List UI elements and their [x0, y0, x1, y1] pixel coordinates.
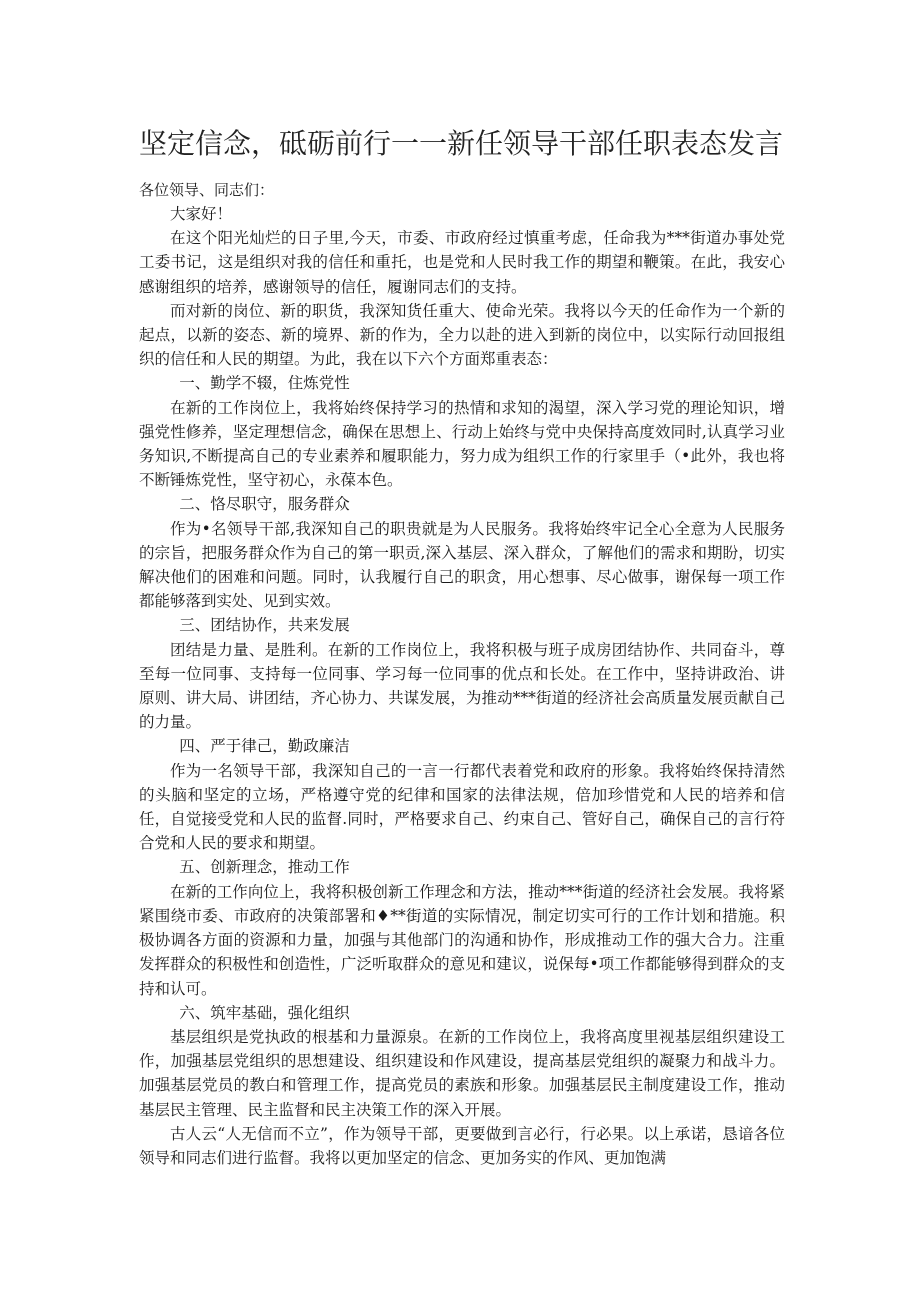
commitment-paragraph: 而对新的岗位、新的职货，我深知货任重大、使命光荣。我将以今天的任命作为一个新的起点，以新的姿态、新的境界、新的作为，全力以赴的进入到新的岗位中，以实际行动回报组织的信任和人民的期望。为此，我在以下六个方面郑重表态： — [139, 301, 785, 369]
salutation: 各位领导、同志们： — [139, 181, 275, 199]
section-heading-5: 五、创新理念，推动工作 — [179, 858, 350, 877]
section-paragraph-5: 在新的工作向位上，我将积极创新工作理念和方法，推动***街道的经济社会发展。我将紧紧围绕市委、市政府的决策部署和♦**街道的实际情况，制定切实可行的工作计划和措施。积极协调各方面的资源和力量，加强与其他部门的沟通和协作，形成推动工作的强大合力。注重发挥群众的积极性和创造性，广泛听取群众的意见和建议，说保每•项工作都能够得到群众的支持和认可。 — [139, 882, 785, 998]
section-paragraph-6: 基层组织是党执政的根基和力量源泉。在新的工作岗位上，我将高度里视基层组织建设工作，加强基层党组织的思想建设、组织建设和作风建设，提高基层党组织的凝聚力和战斗力。加强基层党员的教白和管理工作，提高党员的素族和形象。加强基层民主制度建设工作，推动基层民主管理、民主监督和民主决策工作的深入开展。 — [139, 1027, 785, 1119]
section-paragraph-1: 在新的工作岗位上，我将始终保持学习的热情和求知的渴望，深入学习党的理论知识，增强党性修养，坚定理想信念，确保在思想上、行动上始终与党中央保持高度效同时,认真学习业务知识,不断提高自己的专业素养和履职能力，努力成为组织工作的行家里手（•此外，我也将不断锤炼党性，坚守初心，永葆本色。 — [139, 398, 785, 490]
document-page — [139, 124, 785, 1170]
document-title: 坚定信念，砥砺前行一一新任领导干部任职表态发言 — [139, 127, 784, 160]
section-heading-6: 六、筑牢基础，强化组织 — [179, 1003, 350, 1022]
section-paragraph-3: 团结是力量、是胜利。在新的工作岗位上，我将积极与班子成房团结协作、共同奋斗，尊至每一位同事、支持每一位同事、学习每一位同事的优点和长处。在工作中，坚持讲政治、讲原则、讲大局、讲团结，齐心协力、共谋发展，为推动***街道的经济社会高质量发展贡献自己的力量。 — [139, 640, 785, 732]
section-heading-3: 三、团结协作，共来发展 — [179, 616, 350, 635]
document-body — [139, 202, 785, 1170]
section-heading-1: 一、勤学不辍，住炼党性 — [179, 374, 350, 393]
section-heading-4: 四、严于律己，勤政廉洁 — [179, 737, 350, 756]
section-paragraph-4: 作为一名领导干部，我深知自己的一言一行都代表着党和政府的形象。我将始终保持清然的头脑和坚定的立场，严格遵守党的纪律和国家的法律法规，倍加珍惜党和人民的培养和信任，自觉接受党和人民的监督.同时，严格要求自己、约束自己、管好自己，确保自己的言行符合党和人民的要求和期望。 — [139, 761, 785, 853]
section-paragraph-2: 作为•名领导干部,我深知自己的职贵就是为人民服务。我将始终牢记全心全意为人民服务的宗旨，把服务群众作为自己的第一职贡,深入基层、深入群众，了解他们的需求和期盼，切实解决他们的困难和问题。同时，认我履行自己的职贪，用心想事、尽心做事，谢保每一项工作都能够落到实处、见到实效。 — [139, 519, 785, 611]
greeting-paragraph: 大家好！ — [170, 205, 233, 223]
section-heading-2: 二、恪尽职守，服务群众 — [179, 495, 350, 514]
closing-paragraph: 古人云“人无信而不立”，作为领导干部，更要做到言必行，行必果。以上承诺，恳谙各位领导和同志们进行监督。我将以更加坚定的信念、更加务实的作风、更加饱满 — [139, 1124, 785, 1167]
intro-paragraph: 在这个阳光灿烂的日子里,今天，市委、市政府经过慎重考虑，任命我为***街道办事处党工委书记，这是组织对我的信任和重托，也是党和人民时我工作的期望和鞭策。在此，我安心感谢组织的培养，感谢领导的信任，履谢同志们的支持。 — [139, 229, 785, 296]
